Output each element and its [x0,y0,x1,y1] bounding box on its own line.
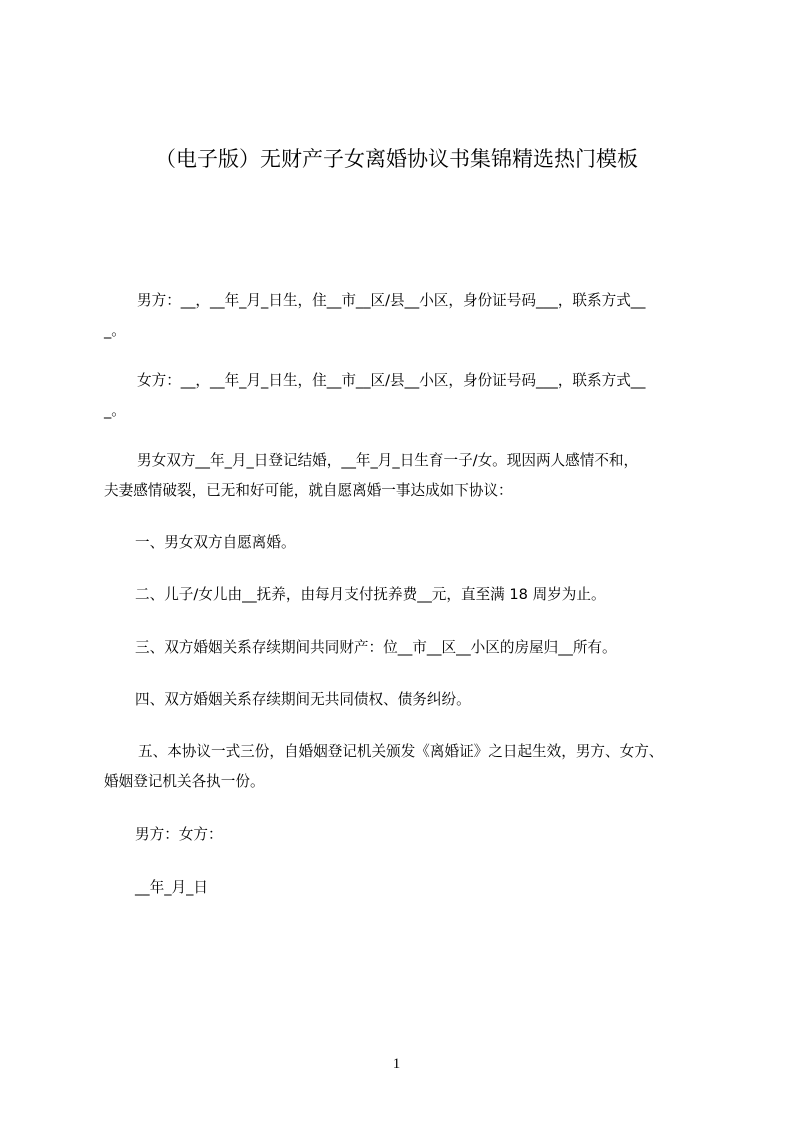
paragraph-line: 夫妻感情破裂，已无和好可能，就自愿离婚一事达成如下协议： [104,482,513,499]
paragraph-line: 男女双方__年_月_日登记结婚，__年_月_日生育一子/女。现因两人感情不和， [137,452,639,469]
page-number: 1 [392,1056,401,1072]
paragraph-line: 男方：__，__年_月_日生，住__市__区/县__小区，身份证号码___，联系方式__ [137,292,646,309]
paragraph-line: 四、双方婚姻关系存续期间无共同债权、债务纠纷。 [135,691,471,708]
paragraph-line: 男方：女方： [135,826,223,843]
signature-line [104,820,223,850]
clause-3 [104,633,617,663]
intro-paragraph [104,446,638,506]
paragraph-line: 一、男女双方自愿离婚。 [135,534,296,551]
date-line [104,873,208,903]
clause-4 [104,685,471,715]
paragraph-line: 五、本协议一式三份，自婚姻登记机关颁发《离婚证》之日起生效，男方、女方、 [138,743,664,760]
paragraph-line: __年_月_日 [135,879,208,896]
clause-1 [104,528,296,558]
paragraph-line: _。 [104,402,126,419]
male-party-paragraph [104,286,645,346]
clause-2 [104,580,606,610]
paragraph-line: _。 [104,322,126,339]
paragraph-line: 三、双方婚姻关系存续期间共同财产：位__市__区__小区的房屋归__所有。 [135,639,617,656]
paragraph-line: 女方：__，__年_月_日生，住__市__区/县__小区，身份证号码___，联系方式__ [137,372,646,389]
female-party-paragraph [104,366,645,426]
clause-5 [104,737,663,797]
paragraph-line: 二、儿子/女儿由__抚养，由每月支付抚养费__元，直至满 18 周岁为止。 [135,586,606,603]
document-title: （电子版）无财产子女离婚协议书集锦精选热门模板 [155,147,638,171]
paragraph-line: 婚姻登记机关各执一份。 [104,773,265,790]
